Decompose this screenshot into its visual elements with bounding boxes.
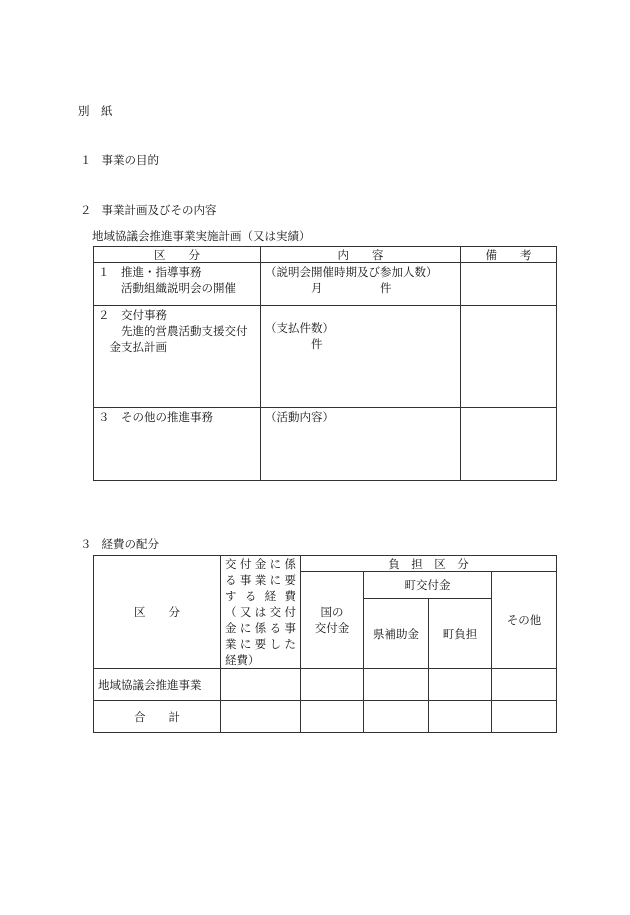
plan-table-row [94, 408, 557, 481]
section-1-number: １ [80, 153, 92, 167]
kubun-line: ２ 交付事務 [98, 308, 167, 322]
kubun-line: １ 推進・指導事務 [98, 265, 202, 279]
expense-cell [301, 701, 364, 733]
expense-cell [429, 701, 492, 733]
expense-cell [364, 701, 429, 733]
kubun-line: 金支払計画 [98, 340, 167, 354]
expense-header-row-1 [94, 556, 557, 572]
plan-row-1-naiyou [261, 263, 461, 306]
plan-row-2-bikou [461, 306, 557, 408]
document-title: 別 紙 [78, 104, 113, 118]
plan-header-bikou: 備 考 [461, 247, 557, 263]
kubun-line: ３ その他の推進事務 [98, 410, 213, 424]
section-2-heading [80, 202, 217, 218]
kubun-line: 先進的営農活動支援交付 [98, 324, 248, 338]
section-3-heading [80, 536, 159, 552]
plan-row-3-bikou [461, 408, 557, 481]
section-3-number: ３ [80, 537, 92, 551]
expense-cell [492, 701, 557, 733]
expense-header-futan: 負 担 区 分 [301, 556, 557, 572]
expense-cell [301, 669, 364, 701]
naiyou-line: 月 件 [265, 281, 392, 295]
section-2-title: 事業計画及びその内容 [101, 203, 217, 217]
section-1-heading [80, 152, 159, 168]
plan-table-row [94, 306, 557, 408]
expense-cell [429, 669, 492, 701]
plan-row-2-naiyou [261, 306, 461, 408]
keihi-line: 経費） [225, 653, 260, 667]
plan-header-kubun: 区 分 [94, 247, 261, 263]
expense-cell [221, 701, 301, 733]
keihi-line: 業に要した [225, 637, 296, 651]
kuni-line: 交付金 [314, 621, 350, 635]
kubun-line: 活動組織説明会の開催 [98, 281, 236, 295]
section-2-number: ２ [80, 203, 92, 217]
plan-table [93, 246, 557, 481]
expense-table [93, 555, 557, 733]
expense-row-total-label: 合 計 [94, 701, 221, 733]
kuni-line: 国の [320, 605, 344, 619]
expense-header-ken: 県補助金 [364, 599, 429, 669]
expense-header-keihi [221, 556, 301, 669]
plan-table-header-row [94, 247, 557, 263]
keihi-line: 金に係る事 [225, 621, 296, 635]
section-1-title: 事業の目的 [101, 153, 159, 167]
plan-row-2-kubun [94, 306, 261, 408]
plan-table-row [94, 263, 557, 306]
table-row [94, 701, 557, 733]
expense-cell [492, 669, 557, 701]
expense-header-kubun: 区 分 [94, 556, 221, 669]
expense-cell [364, 669, 429, 701]
keihi-line: 交付金に係 [225, 557, 296, 571]
expense-cell [221, 669, 301, 701]
expense-row-label: 地域協議会推進事業 [94, 669, 221, 701]
plan-table-title: 地域協議会推進事業実施計画（又は実績） [92, 229, 311, 243]
plan-row-3-kubun [94, 408, 261, 481]
table-row [94, 669, 557, 701]
expense-header-machi: 町交付金 [364, 572, 492, 599]
keihi-line: （又は交付 [225, 605, 296, 619]
expense-header-sonota: その他 [492, 572, 557, 669]
naiyou-line: （支払件数） [265, 321, 334, 335]
section-3-title: 経費の配分 [101, 537, 159, 551]
expense-header-machi-futan: 町負担 [429, 599, 492, 669]
keihi-line: る事業に要 [225, 573, 296, 587]
plan-row-1-kubun [94, 263, 261, 306]
naiyou-line: （説明会開催時期及び参加人数） [265, 265, 438, 279]
plan-row-3-naiyou [261, 408, 461, 481]
naiyou-line: （活動内容） [265, 410, 334, 424]
keihi-line: する経費 [225, 589, 296, 603]
plan-header-naiyou: 内 容 [261, 247, 461, 263]
plan-row-1-bikou [461, 263, 557, 306]
expense-header-kuni [301, 572, 364, 669]
naiyou-line: 件 [265, 337, 323, 351]
